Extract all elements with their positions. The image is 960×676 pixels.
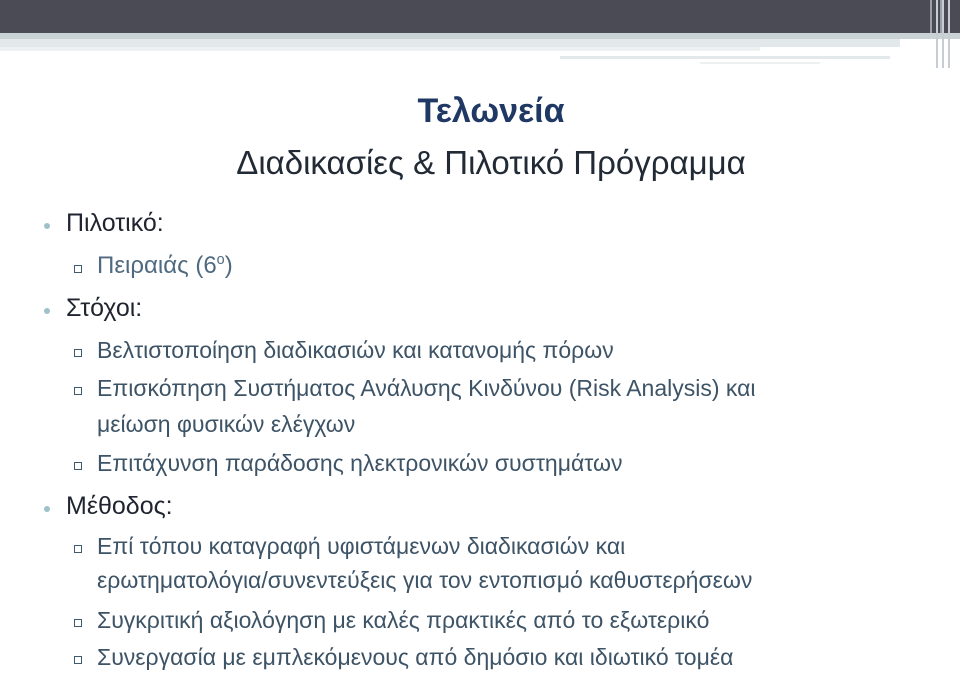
bullet-dot-icon bbox=[44, 506, 50, 512]
header-stripe bbox=[930, 0, 932, 33]
bullet-dot-icon bbox=[44, 308, 50, 314]
header-accent bbox=[700, 62, 820, 64]
bullet-square-icon bbox=[74, 656, 82, 664]
list-item-continuation: ερωτηματολόγια/συνεντεύξεις για τον εντοπισμό καθυστερήσεων bbox=[97, 567, 753, 593]
bullet-dot-icon bbox=[44, 223, 50, 229]
section-label-pilot: Πιλοτικό: bbox=[66, 209, 164, 237]
bullet-square-icon bbox=[74, 545, 82, 553]
header-accent bbox=[0, 47, 760, 51]
slide-subtitle: Διαδικασίες & Πιλοτικό Πρόγραμμα bbox=[236, 144, 746, 181]
list-item-continuation: μείωση φυσικών ελέγχων bbox=[97, 411, 356, 437]
bullet-square-icon bbox=[74, 387, 82, 395]
section-label-goals: Στόχοι: bbox=[66, 294, 143, 322]
header-vertical-lines bbox=[934, 0, 952, 68]
list-item: Πειραιάς $(6^o)$ bbox=[97, 252, 233, 279]
bullet-square-icon bbox=[74, 265, 82, 273]
bullet-square-icon bbox=[74, 462, 82, 470]
bullet-square-icon bbox=[74, 619, 82, 627]
list-item: Βελτιστοποίηση διαδικασιών και κατανομής πόρων bbox=[97, 337, 614, 363]
header-accent bbox=[560, 56, 890, 59]
list-item: Επί τόπου καταγραφή υφιστάμενων διαδικασιών και bbox=[97, 533, 626, 559]
list-item: Συνεργασία με εμπλεκόμενους από δημόσιο και ιδιωτικό τομέα bbox=[97, 644, 734, 670]
list-item: Συγκριτική αξιολόγηση με καλές πρακτικές από το εξωτερικό bbox=[97, 607, 710, 633]
slide-title: Τελωνεία bbox=[417, 92, 565, 130]
header-accent bbox=[0, 39, 900, 47]
header-bar bbox=[0, 0, 960, 33]
bullet-square-icon bbox=[74, 349, 82, 357]
list-item: Επιτάχυνση παράδοσης ηλεκτρονικών συστημάτων bbox=[97, 450, 623, 476]
section-label-method: Μέθοδος: bbox=[66, 492, 173, 520]
list-item: Επισκόπηση Συστήματος Ανάλυσης Κινδύνου (Risk Analysis) και bbox=[97, 375, 756, 401]
